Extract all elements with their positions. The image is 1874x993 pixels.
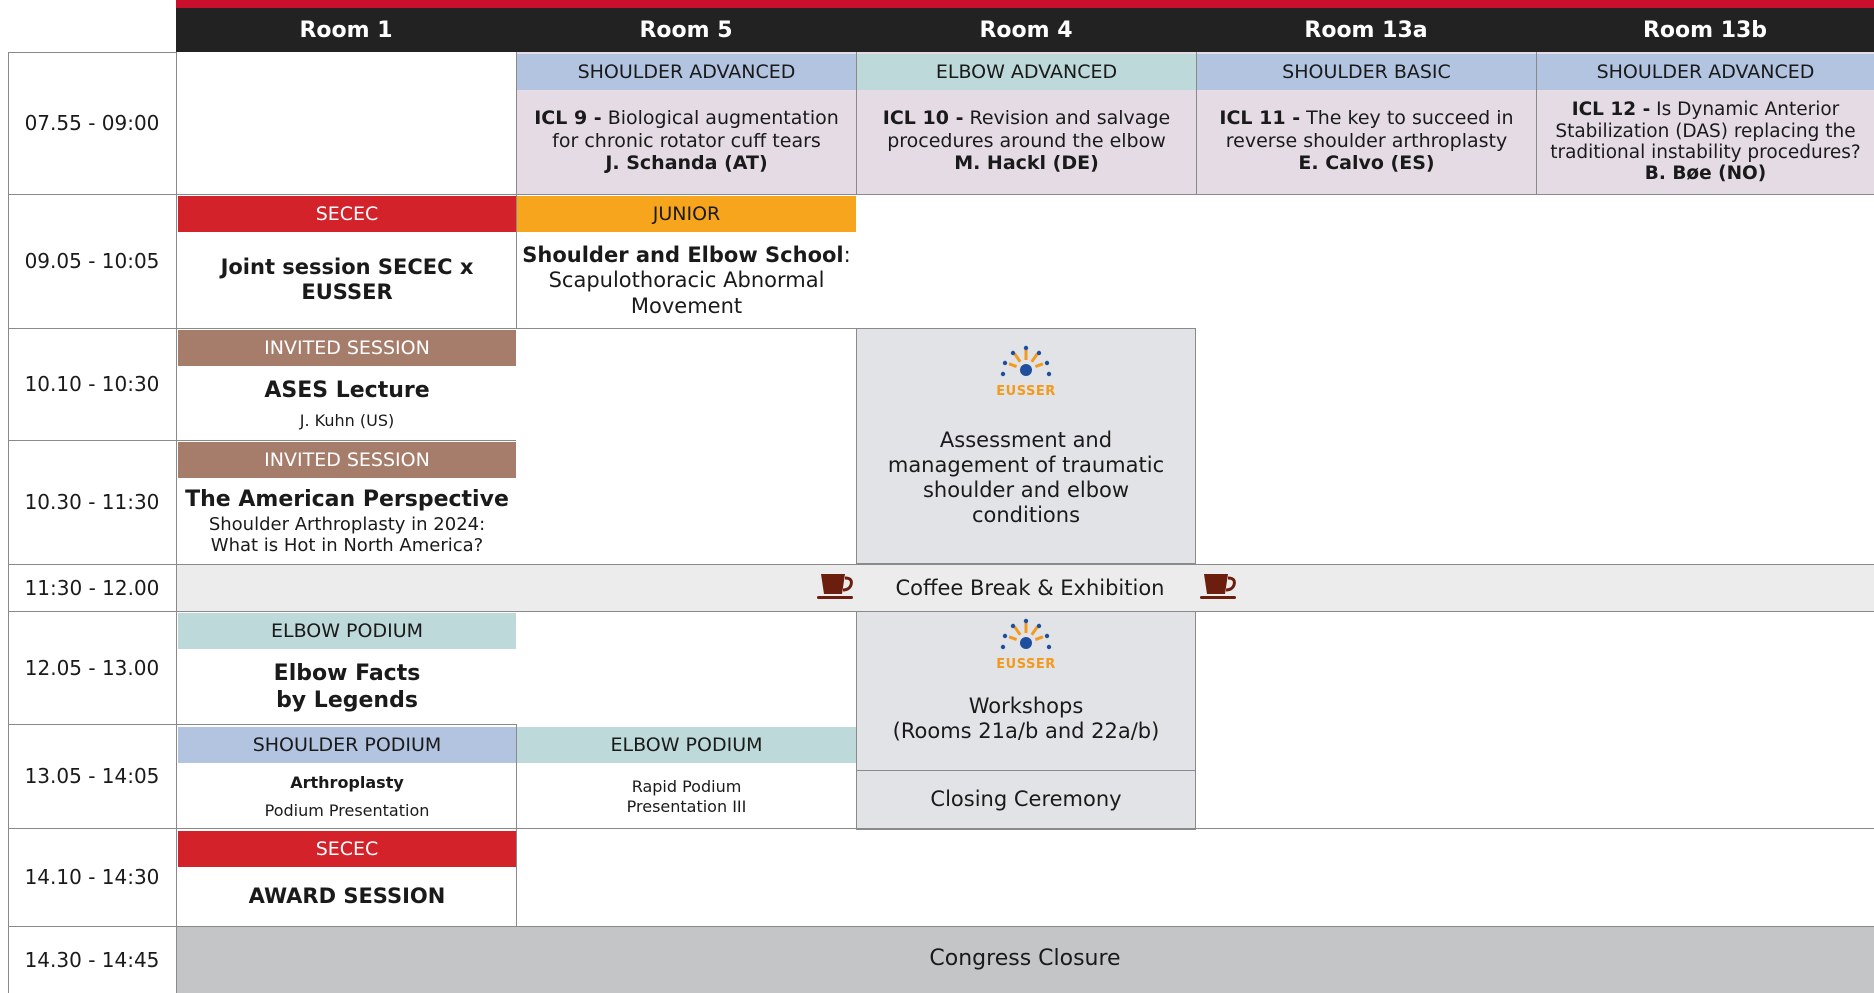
workshops-body <box>856 686 1196 752</box>
grid-line <box>856 52 857 194</box>
grid-line <box>8 328 856 329</box>
icl-12-speaker: B. Bøe (NO) <box>1644 163 1767 185</box>
time-slot-2: 09.05 - 10:05 <box>24 249 160 273</box>
time-slot-4: 10.30 - 11:30 <box>24 490 160 514</box>
junior-line2: Scapulothoracic Abnormal <box>548 268 825 293</box>
shoulder-podium-sub: Podium Presentation <box>264 800 430 820</box>
eusser-session-line1: Assessment and <box>939 427 1113 452</box>
junior-title: Shoulder and Elbow School <box>522 243 844 268</box>
top-red-bar <box>176 0 1874 8</box>
grid-line <box>8 194 1874 195</box>
american-line2: Shoulder Arthroplasty in 2024: <box>208 513 486 535</box>
eusser-session-line3: shoulder and elbow <box>922 478 1130 502</box>
grid-line <box>8 926 1874 927</box>
icl-12-tag: SHOULDER ADVANCED <box>1537 54 1874 90</box>
elbow-facts-body <box>178 651 516 724</box>
ases-tag: INVITED SESSION <box>178 330 516 366</box>
icl-9-code: ICL 9 - <box>534 106 602 129</box>
eusser-session-line2: management of traumatic <box>887 452 1165 477</box>
icl-11-body <box>1197 92 1536 190</box>
elbow-podium-body <box>517 765 856 828</box>
icl-10-speaker: M. Hackl (DE) <box>954 152 1099 175</box>
elbow-facts-tag: ELBOW PODIUM <box>178 613 516 649</box>
time-slot-5: 11:30 - 12.00 <box>24 575 160 600</box>
grid-line <box>8 52 176 53</box>
ases-body <box>178 368 516 440</box>
eusser-logo-mark <box>988 344 1064 384</box>
icl-11-text2: reverse shoulder arthroplasty <box>1225 129 1508 152</box>
elbow-podium-line2: Presentation III <box>626 796 747 816</box>
junior-tag: JUNIOR <box>517 196 856 232</box>
room-header-4: Room 4 <box>856 8 1196 52</box>
icl-10-text1: Revision and salvage <box>963 106 1171 129</box>
icl-12-body <box>1537 92 1874 192</box>
elbow-facts-line1: Elbow Facts <box>273 661 421 687</box>
icl-12-text2: Stabilization (DAS) replacing the <box>1555 120 1856 142</box>
eusser-logo-text: EUSSER <box>996 657 1056 672</box>
grid-line <box>516 724 517 926</box>
ases-speaker: J. Kuhn (US) <box>299 410 395 430</box>
american-line3: What is Hot in North America? <box>210 535 484 557</box>
coffee-break-label: Coffee Break & Exhibition <box>895 575 1165 600</box>
grid-line <box>1536 52 1537 194</box>
junior-line3: Movement <box>630 293 743 318</box>
icl-9-tag: SHOULDER ADVANCED <box>517 54 856 90</box>
icl-10-body <box>857 92 1196 190</box>
time-slot-7: 13.05 - 14:05 <box>24 764 160 788</box>
grid-line <box>8 611 1874 612</box>
icl-10-text2: procedures around the elbow <box>887 129 1166 152</box>
workshops-line2: (Rooms 21a/b and 22a/b) <box>892 719 1160 743</box>
eusser-session-line4: conditions <box>971 503 1081 528</box>
eusser-logo <box>988 344 1064 402</box>
secec-joint-tag: SECEC <box>178 196 516 232</box>
icl-12-code: ICL 12 - <box>1571 99 1651 121</box>
icl-11-tag: SHOULDER BASIC <box>1197 54 1536 90</box>
elbow-facts-line2: by Legends <box>276 687 418 713</box>
congress-closure: Congress Closure <box>176 926 1874 993</box>
icl-11-speaker: E. Calvo (ES) <box>1298 152 1435 175</box>
icl-9-text1: Biological augmentation <box>601 106 839 129</box>
icl-10-code: ICL 10 - <box>882 106 964 129</box>
room-header-13a: Room 13a <box>1196 8 1536 52</box>
shoulder-podium-title: Arthroplasty <box>290 773 404 793</box>
room-header-13b: Room 13b <box>1536 8 1874 52</box>
icl-12-text3: traditional instability procedures? <box>1550 142 1861 163</box>
grid-line <box>8 724 516 725</box>
room-header-5: Room 5 <box>516 8 856 52</box>
eusser-logo-mark <box>988 617 1064 657</box>
american-title: The American Perspective <box>185 487 509 513</box>
junior-colon: : <box>843 243 851 268</box>
icl-10-tag: ELBOW ADVANCED <box>857 54 1196 90</box>
award-title: AWARD SESSION <box>248 883 446 908</box>
coffee-cup-icon <box>815 570 857 604</box>
elbow-podium-line1: Rapid Podium <box>631 777 742 797</box>
grid-line <box>516 52 517 328</box>
eusser-logo-text: EUSSER <box>996 384 1056 399</box>
grid-line <box>1196 52 1197 194</box>
eusser-logo <box>988 617 1064 675</box>
award-tag: SECEC <box>178 831 516 867</box>
workshops-line1: Workshops <box>968 693 1084 718</box>
shoulder-podium-body <box>178 765 516 828</box>
eusser-session-body <box>856 416 1196 540</box>
grid-line <box>8 440 516 441</box>
grid-line <box>8 828 1874 829</box>
icl-9-speaker: J. Schanda (AT) <box>605 152 768 175</box>
closing-ceremony: Closing Ceremony <box>856 770 1196 830</box>
icl-11-text1: The key to succeed in <box>1300 106 1514 129</box>
grid-line <box>8 564 1874 565</box>
time-slot-3: 10.10 - 10:30 <box>24 372 160 396</box>
junior-body <box>517 234 856 328</box>
icl-9-body <box>517 92 856 190</box>
room-header-1: Room 1 <box>176 8 516 52</box>
time-slot-1: 07.55 - 09:00 <box>24 111 160 135</box>
elbow-podium-tag: ELBOW PODIUM <box>517 727 856 763</box>
time-slot-9: 14.30 - 14:45 <box>24 947 160 972</box>
secec-joint-title: Joint session SECEC x EUSSER <box>220 254 474 304</box>
american-body <box>178 480 516 564</box>
icl-11-code: ICL 11 - <box>1219 106 1301 129</box>
icl-12-text1: Is Dynamic Anterior <box>1650 99 1840 121</box>
american-tag: INVITED SESSION <box>178 442 516 478</box>
shoulder-podium-tag: SHOULDER PODIUM <box>178 727 516 763</box>
ases-title: ASES Lecture <box>264 378 430 404</box>
time-slot-6: 12.05 - 13.00 <box>24 655 160 680</box>
coffee-cup-icon <box>1198 570 1240 604</box>
grid-line <box>176 52 177 993</box>
time-slot-8: 14.10 - 14:30 <box>24 865 160 889</box>
icl-9-text2: for chronic rotator cuff tears <box>552 129 821 152</box>
